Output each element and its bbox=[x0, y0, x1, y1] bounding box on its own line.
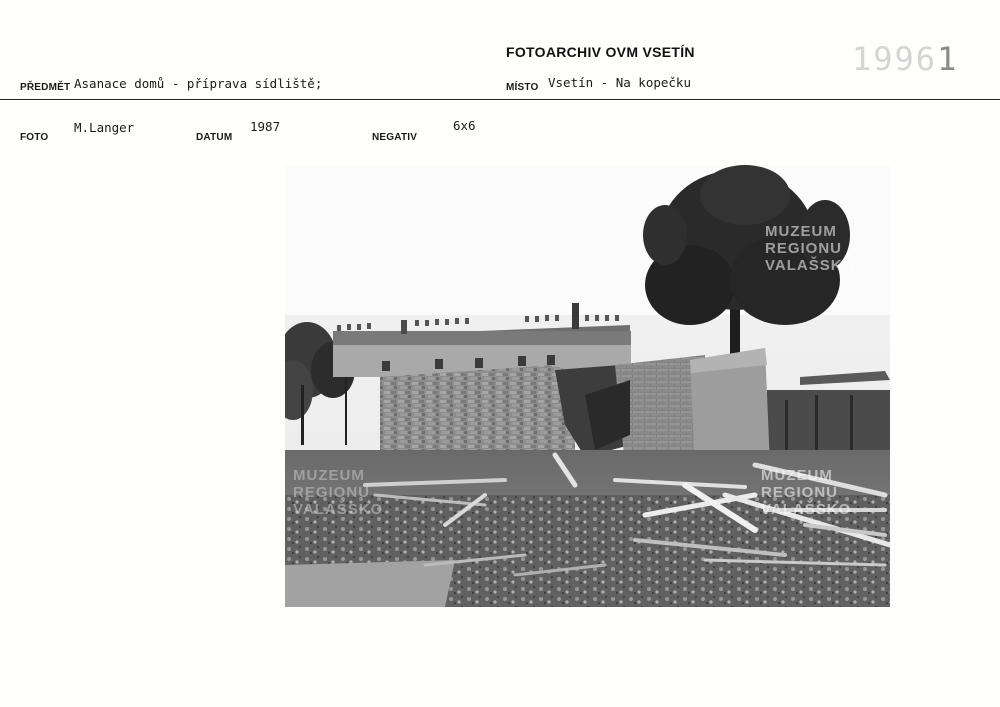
subject-label: PŘEDMĚT bbox=[20, 82, 71, 93]
place-value: Vsetín - Na kopečku bbox=[548, 75, 691, 90]
photographer-value: M.Langer bbox=[74, 120, 135, 135]
negative-value: 6x6 bbox=[453, 118, 476, 133]
watermark-top: MUZEUM REGIONU VALAŠSKO bbox=[765, 223, 856, 274]
archival-photograph bbox=[285, 165, 890, 607]
negative-label: NEGATIV bbox=[372, 132, 418, 143]
date-value: 1987 bbox=[250, 119, 281, 134]
photographer-label: FOTO bbox=[20, 132, 49, 143]
place-label: MÍSTO bbox=[506, 82, 539, 93]
watermark-right: MUZEUM REGIONU VALAŠSKO bbox=[761, 467, 852, 518]
subject-value: Asanace domů - příprava sídliště; bbox=[74, 76, 323, 91]
inventory-number: 19961 bbox=[852, 40, 959, 78]
header-rule bbox=[0, 99, 1000, 100]
watermark-left: MUZEUM REGIONU VALAŠSKO bbox=[293, 467, 384, 518]
archive-title: FOTOARCHIV OVM VSETÍN bbox=[506, 44, 695, 60]
date-label: DATUM bbox=[196, 132, 233, 143]
